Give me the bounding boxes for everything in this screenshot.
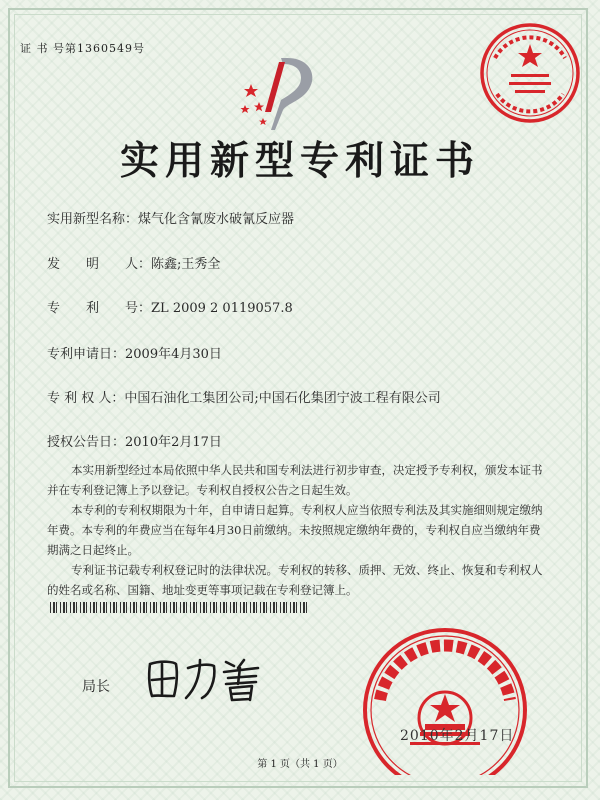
filing-date-label: 专利申请日： <box>47 347 126 362</box>
statement-text-2: 本专利的专利权期限为十年，自申请日起算。专利权人应当依照专利法及其实施细则规定缴纳年费。本专利的年费应当在每年4月30日前缴纳。未按照规定缴纳年费的，专利权自应当缴纳年费期满之日起终止。 <box>47 503 543 557</box>
patent-office-logo-icon <box>235 50 325 135</box>
grant-date-field <box>47 431 222 450</box>
inventor-value: 陈鑫;王秀全 <box>151 257 221 272</box>
patentee-value: 中国石油化工集团公司;中国石化集团宁波工程有限公司 <box>124 391 441 406</box>
grant-date-label: 授权公告日： <box>47 435 126 450</box>
utility-model-name-value: 煤气化含氰废水破氰反应器 <box>138 212 295 227</box>
statement-paragraph-3 <box>47 560 547 600</box>
statement-paragraph-2 <box>47 500 547 560</box>
certificate-number: 证 书 号第1360549号 <box>20 42 145 55</box>
director-label: 局长 <box>82 679 110 695</box>
statement-paragraph-1 <box>47 460 547 500</box>
inventor-field <box>47 253 220 272</box>
patentee-field <box>47 387 441 406</box>
utility-model-name-field <box>47 208 294 227</box>
intellectual-property-office-seal <box>350 620 540 775</box>
grant-date-value: 2010年2月17日 <box>125 435 222 450</box>
barcode <box>50 602 308 613</box>
filing-date-field <box>47 343 222 362</box>
patent-number-value: ZL 2009 2 0119057.8 <box>151 301 293 316</box>
patentee-label: 专 利 权 人： <box>47 391 125 406</box>
statement-text-1: 本实用新型经过本局依照中华人民共和国专利法进行初步审查，决定授予专利权，颁发本证书并在专利登记簿上予以登记。专利权自授权公告之日起生效。 <box>47 463 543 497</box>
inventor-label: 发 明 人： <box>47 257 152 272</box>
director-signature <box>140 650 270 705</box>
filing-date-value: 2009年4月30日 <box>125 347 222 362</box>
seal-date: 2010年2月17日 <box>400 728 515 744</box>
patent-agency-seal <box>475 18 585 128</box>
utility-model-name-label: 实用新型名称： <box>47 212 139 227</box>
statement-text-3: 专利证书记载专利权登记时的法律状况。专利权的转移、质押、无效、终止、恢复和专利权人的姓名或名称、国籍、地址变更等事项记载在专利登记簿上。 <box>47 563 543 597</box>
page-number: 第 1 页（共 1 页） <box>257 759 343 770</box>
patent-number-label: 专 利 号： <box>47 301 152 316</box>
patent-number-field <box>47 297 293 316</box>
certificate-title: 实用新型专利证书 <box>119 139 480 184</box>
